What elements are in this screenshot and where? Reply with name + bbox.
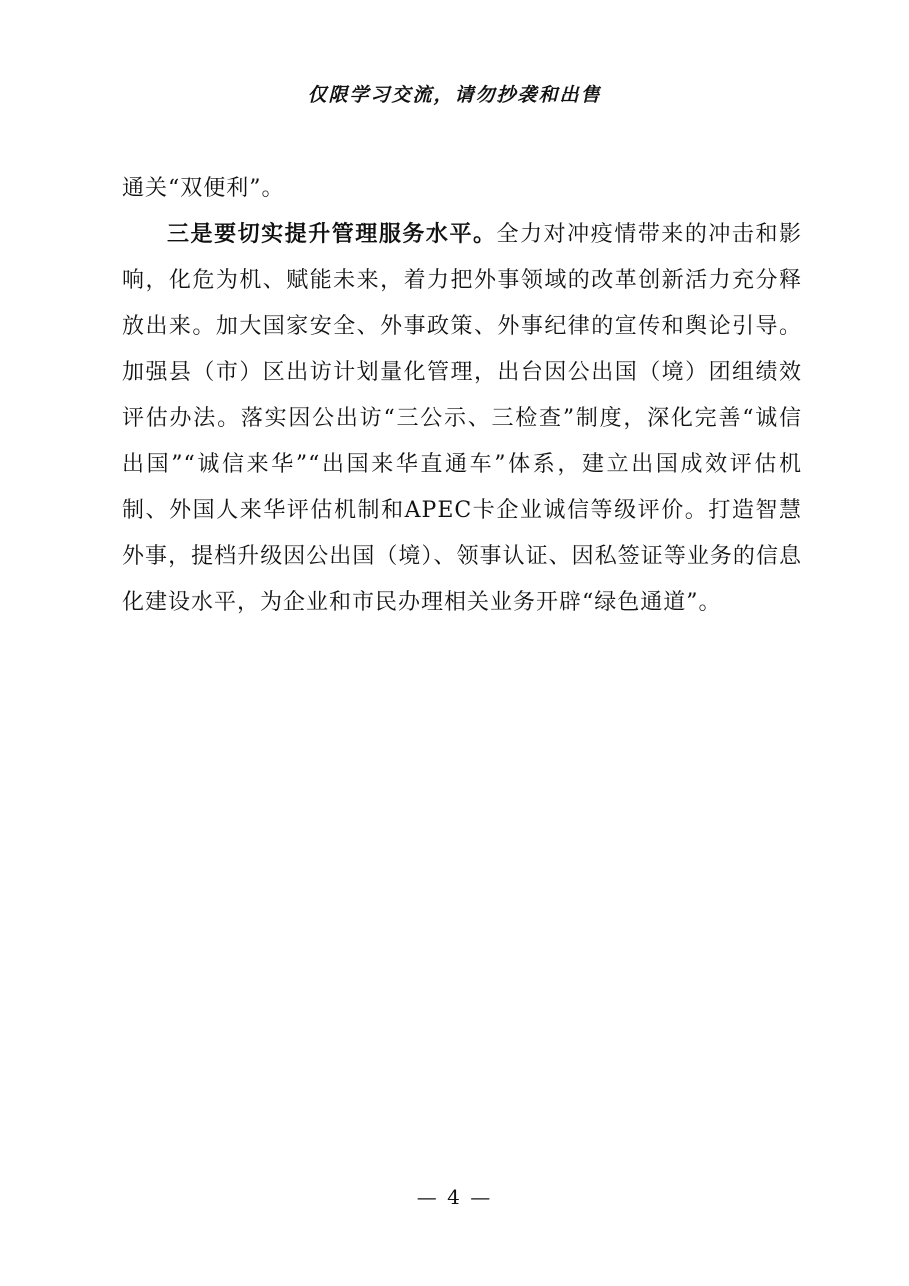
section-3-text: 全力对冲疫情带来的冲击和影响，化危为机、赋能未来，着力把外事领域的改革创新活力充分释放出来。加大国家安全、外事政策、外事纪律的宣传和舆论引导。加强县（市）区出访计划量化管理，出台因公出国（境）团组绩效评估办法。落实因公出访“三公示、三检查”制度，深化完善“诚信出国”“诚信来华”“出国来华直通车”体系，建立出国成效评估机制、外国人来华评估机制和APEC卡企业诚信等级评价。打造智慧外事，提档升级因公出国（境）、领事认证、因私签证等业务的信息化建设水平，为企业和市民办理相关业务开辟“绿色通道”。: [122, 222, 802, 615]
section-3-heading: 三是要切实提升管理服务水平。: [167, 222, 497, 247]
document-body: [122, 166, 802, 626]
page-header-notice: 仅限学习交流，请勿抄袭和出售: [307, 84, 602, 106]
page-number: — 4 —: [416, 1185, 493, 1209]
continuation-paragraph: 通关“双便利”。: [122, 176, 285, 201]
section-3-paragraph: [122, 212, 802, 626]
